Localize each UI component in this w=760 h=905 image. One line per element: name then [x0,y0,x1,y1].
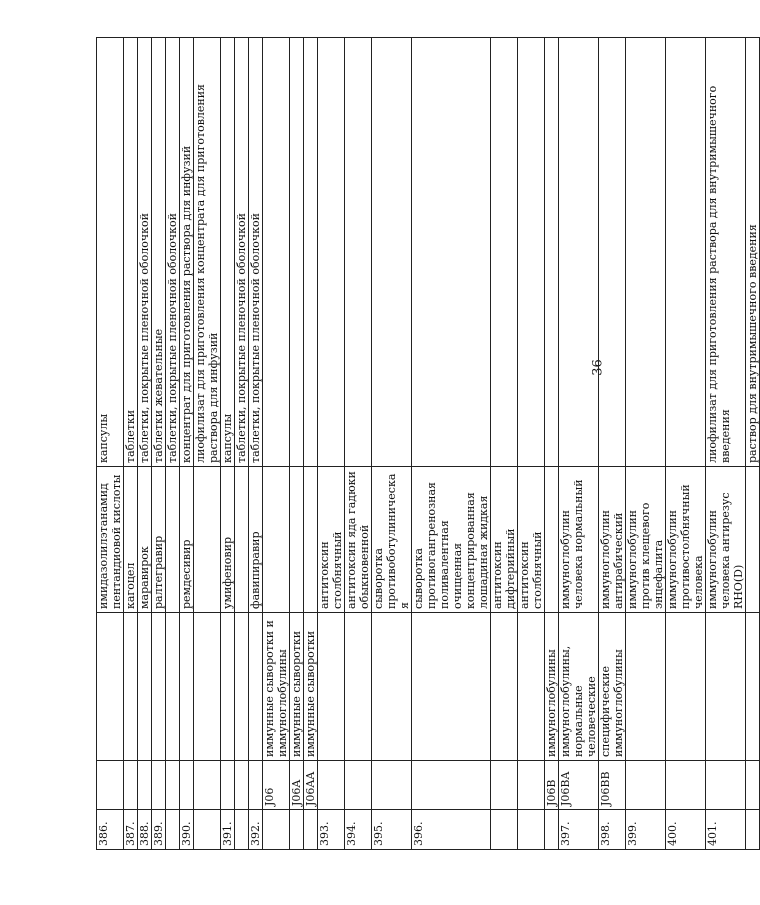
group-name-cell [235,613,249,761]
substance-cell [263,467,290,613]
table-row [559,38,599,850]
group-name-cell: специфические иммуноглобулины [599,613,626,761]
dosage-form-cell [290,38,304,467]
table-row [518,38,545,850]
atc-code-cell [152,761,166,810]
group-name-cell [491,613,518,761]
dosage-form-cell: таблетки жевательные [152,38,166,467]
dosage-form-cell [518,38,545,467]
group-name-cell [318,613,345,761]
table-row [290,38,304,850]
group-name-cell: иммунные сыворотки [290,613,304,761]
row-number-cell: 399. [626,810,666,850]
atc-code-cell: J06BB [599,761,626,810]
atc-code-cell [626,761,666,810]
substance-cell: иммуноглобулин противостолбнячный человека [666,467,706,613]
dosage-form-cell: раствор для внутримышечного введения [746,38,760,467]
row-number-cell: 398. [599,810,626,850]
dosage-form-cell [318,38,345,467]
table-row [138,38,152,850]
atc-code-cell [318,761,345,810]
group-name-cell [124,613,138,761]
atc-code-cell [124,761,138,810]
atc-code-cell: J06 [263,761,290,810]
row-number-cell [491,810,518,850]
atc-code-cell [706,761,746,810]
group-name-cell [152,613,166,761]
row-number-cell: 392. [249,810,263,850]
substance-cell: антитоксин яда гадюки обыкновенной [345,467,372,613]
atc-code-cell [491,761,518,810]
row-number-cell [235,810,249,850]
substance-cell: иммуноглобулин антирабический [599,467,626,613]
dosage-form-cell [491,38,518,467]
group-name-cell [412,613,491,761]
table-row [412,38,491,850]
atc-code-cell [235,761,249,810]
group-name-cell: иммунные сыворотки [304,613,318,761]
table-row [124,38,138,850]
row-number-cell [746,810,760,850]
atc-code-cell [194,761,221,810]
atc-code-cell [138,761,152,810]
substance-cell: антитоксин дифтерийный [491,467,518,613]
row-number-cell [166,810,180,850]
dosage-form-cell [304,38,318,467]
table-row [263,38,290,850]
dosage-form-cell: таблетки, покрытые пленочной оболочкой [235,38,249,467]
group-name-cell [221,613,235,761]
atc-code-cell: J06BA [559,761,599,810]
atc-code-cell: J06B [545,761,559,810]
dosage-form-cell [372,38,412,467]
substance-cell: сыворотка противогангренозная поливалентная очищенная концентрированная лошадиная жидкая [412,467,491,613]
dosage-form-cell: концентрат для приготовления раствора для инфузий [180,38,194,467]
table-row [345,38,372,850]
dosage-form-cell [599,38,626,467]
group-name-cell [626,613,666,761]
substance-cell: маравирок [138,467,152,613]
group-name-cell [372,613,412,761]
table-row [372,38,412,850]
row-number-cell [545,810,559,850]
row-number-cell: 396. [412,810,491,850]
dosage-form-cell: таблетки, покрытые пленочной оболочкой [138,38,152,467]
dosage-form-cell [666,38,706,467]
atc-code-cell [746,761,760,810]
group-name-cell [97,613,124,761]
atc-code-cell [97,761,124,810]
atc-code-cell [518,761,545,810]
table-row [180,38,194,850]
atc-code-cell [666,761,706,810]
dosage-form-cell [545,38,559,467]
row-number-cell [304,810,318,850]
table-row [97,38,124,850]
dosage-form-cell: лиофилизат для приготовления раствора для внутримышечного введения [706,38,746,467]
group-name-cell: иммуноглобулины, нормальные человеческие [559,613,599,761]
group-name-cell [666,613,706,761]
substance-cell: кагоцел [124,467,138,613]
substance-cell [304,467,318,613]
table-row [194,38,221,850]
table-row [666,38,706,850]
dosage-form-cell: капсулы [221,38,235,467]
atc-code-cell [221,761,235,810]
substance-cell: сыворотка противоботулиническая [372,467,412,613]
row-number-cell: 386. [97,810,124,850]
dosage-form-cell [345,38,372,467]
substance-cell: имидазолилэтанамид пентандиовой кислоты [97,467,124,613]
table-row [249,38,263,850]
substance-cell: иммуноглобулин человека нормальный [559,467,599,613]
substance-cell [290,467,304,613]
table-row [235,38,249,850]
row-number-cell: 387. [124,810,138,850]
dosage-form-cell: капсулы [97,38,124,467]
table-row [166,38,180,850]
substance-cell: иммуноглобулин против клещевого энцефалита [626,467,666,613]
table-row [318,38,345,850]
row-number-cell: 389. [152,810,166,850]
dosage-form-cell [412,38,491,467]
row-number-cell [518,810,545,850]
group-name-cell [180,613,194,761]
substance-cell: фавипиравир [249,467,263,613]
group-name-cell [518,613,545,761]
group-name-cell: иммунные сыворотки и иммуноглобулины [263,613,290,761]
page-number: 36 [590,359,606,376]
group-name-cell [166,613,180,761]
substance-cell: умифеновир [221,467,235,613]
table-row [599,38,626,850]
substance-cell: антитоксин столбнячный [518,467,545,613]
dosage-form-cell: таблетки [124,38,138,467]
table-row [746,38,760,850]
table-row [545,38,559,850]
dosage-form-cell: лиофилизат для приготовления концентрата для приготовления раствора для инфузий [194,38,221,467]
table-row [626,38,666,850]
drug-table [96,37,760,850]
row-number-cell [194,810,221,850]
substance-cell: ралтегравир [152,467,166,613]
dosage-form-cell [263,38,290,467]
group-name-cell: иммуноглобулины [545,613,559,761]
group-name-cell [194,613,221,761]
row-number-cell: 400. [666,810,706,850]
row-number-cell: 395. [372,810,412,850]
table-row [304,38,318,850]
dosage-form-cell [626,38,666,467]
substance-cell [166,467,180,613]
table-row [152,38,166,850]
atc-code-cell [180,761,194,810]
row-number-cell: 401. [706,810,746,850]
atc-code-cell [412,761,491,810]
row-number-cell: 390. [180,810,194,850]
atc-code-cell [166,761,180,810]
table-row [221,38,235,850]
substance-cell: иммуноглобулин человека антирезус RHO(D) [706,467,746,613]
substance-cell [746,467,760,613]
substance-cell: антитоксин столбнячный [318,467,345,613]
dosage-form-cell: таблетки, покрытые пленочной оболочкой [166,38,180,467]
atc-code-cell [372,761,412,810]
row-number-cell: 397. [559,810,599,850]
row-number-cell: 393. [318,810,345,850]
atc-code-cell [249,761,263,810]
substance-cell [235,467,249,613]
group-name-cell [746,613,760,761]
atc-code-cell: J06A [290,761,304,810]
row-number-cell: 394. [345,810,372,850]
group-name-cell [706,613,746,761]
substance-cell [545,467,559,613]
table-row [706,38,746,850]
atc-code-cell: J06AA [304,761,318,810]
row-number-cell: 388. [138,810,152,850]
row-number-cell [263,810,290,850]
group-name-cell [345,613,372,761]
substance-cell: ремдесивир [180,467,194,613]
row-number-cell [290,810,304,850]
table-row [491,38,518,850]
dosage-form-cell: таблетки, покрытые пленочной оболочкой [249,38,263,467]
dosage-form-cell [559,38,599,467]
row-number-cell: 391. [221,810,235,850]
atc-code-cell [345,761,372,810]
group-name-cell [138,613,152,761]
group-name-cell [249,613,263,761]
substance-cell [194,467,221,613]
